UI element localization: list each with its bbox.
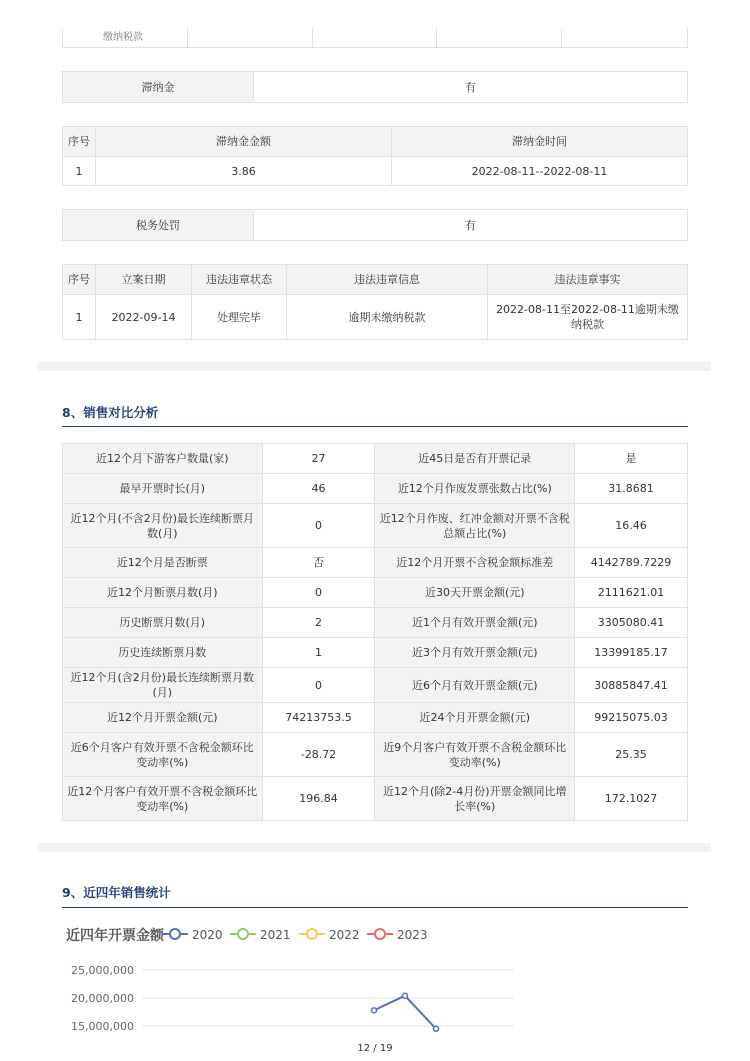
data-point [403,993,408,998]
table-row [63,703,688,733]
col-header: 立案日期 [96,265,192,295]
cell-no: 1 [63,157,96,186]
legend-marker [170,929,180,939]
penalty-label: 税务处罚 [63,210,254,241]
y-tick-label: 25,000,000 [71,964,134,977]
metric-label: 近45日是否有开票记录 [375,444,575,474]
data-point [434,1026,439,1031]
metric-label: 近12个月(除2-4月份)开票金额同比增长率(%) [375,777,575,821]
col-header: 序号 [63,265,96,295]
section-separator [38,843,711,852]
metric-value: -28.72 [262,733,375,777]
metric-value: 0 [262,668,375,703]
metric-value: 27 [262,444,375,474]
metric-value: 13399185.17 [575,638,688,668]
y-tick-label: 20,000,000 [71,992,134,1005]
metric-value: 74213753.5 [262,703,375,733]
legend-marker [307,929,317,939]
table-row [63,733,688,777]
cell-period: 2022-08-11--2022-08-11 [392,157,688,186]
metric-label: 近12个月下游客户数量(家) [63,444,263,474]
legend-marker [375,929,385,939]
metric-value: 31.8681 [575,474,688,504]
late-fee-value: 有 [254,72,688,103]
late-fee-table [62,126,688,186]
metric-label: 历史断票月数(月) [63,608,263,638]
metric-label: 近3个月有效开票金额(元) [375,638,575,668]
fragment-cell [437,28,562,48]
page-number: 12 / 19 [357,1043,393,1054]
metric-label: 近12个月是否断票 [63,548,263,578]
metric-value: 172.1027 [575,777,688,821]
legend-label: 2021 [260,928,291,942]
metric-value: 1 [262,638,375,668]
penalty-table [62,264,688,340]
late-fee-summary [62,71,688,103]
cell-info: 逾期未缴纳税款 [287,295,488,340]
sales-analysis-table [62,443,688,821]
metric-value: 否 [262,548,375,578]
fragment-cell [562,28,688,48]
col-header: 违法违章事实 [488,265,688,295]
y-tick-label: 15,000,000 [71,1020,134,1033]
table-row [63,608,688,638]
metric-label: 近12个月断票月数(月) [63,578,263,608]
legend-marker [238,929,248,939]
fragment-cell [187,28,312,48]
late-fee-label: 滞纳金 [63,72,254,103]
section-underline [62,426,688,427]
fragment-cell: 缴纳税款 [63,28,188,48]
metric-label: 近12个月开票金额(元) [63,703,263,733]
metric-label: 近6个月客户有效开票不含税金额环比变动率(%) [63,733,263,777]
cell-amount: 3.86 [96,157,392,186]
metric-label: 近30天开票金额(元) [375,578,575,608]
table-row [63,548,688,578]
metric-value: 是 [575,444,688,474]
metric-value: 99215075.03 [575,703,688,733]
penalty-summary [62,209,688,241]
table-row [63,474,688,504]
chart-grid [71,964,514,1033]
metric-label: 近12个月作废、红冲金额对开票不含税总额占比(%) [375,504,575,548]
col-header: 滞纳金时间 [392,127,688,157]
table-row [63,777,688,821]
metric-value: 2111621.01 [575,578,688,608]
legend-item [367,928,428,942]
metric-label: 近12个月(不含2月份)最长连续断票月数(月) [63,504,263,548]
cell-date: 2022-09-14 [96,295,192,340]
col-header: 违法违章状态 [192,265,287,295]
table-row [63,578,688,608]
metric-label: 近9个月客户有效开票不含税金额环比变动率(%) [375,733,575,777]
metric-label: 近12个月(含2月份)最长连续断票月数(月) [63,668,263,703]
cell-no: 1 [63,295,96,340]
penalty-value: 有 [254,210,688,241]
sales-chart [62,918,562,1033]
legend-label: 2023 [397,928,428,942]
legend-item [230,928,291,942]
fragment-cell [312,28,437,48]
chart-legend [162,928,428,942]
table-row [63,157,688,186]
metric-label: 近1个月有效开票金额(元) [375,608,575,638]
metric-value: 2 [262,608,375,638]
metric-value: 0 [262,504,375,548]
metric-value: 46 [262,474,375,504]
metric-value: 16.46 [575,504,688,548]
legend-label: 2020 [192,928,223,942]
previous-table-fragment [62,28,688,48]
metric-label: 近12个月开票不含税金额标准差 [375,548,575,578]
metric-label: 历史连续断票月数 [63,638,263,668]
metric-value: 4142789.7229 [575,548,688,578]
metric-label: 最早开票时长(月) [63,474,263,504]
metric-label: 近6个月有效开票金额(元) [375,668,575,703]
metric-value: 0 [262,578,375,608]
col-header: 滞纳金金额 [96,127,392,157]
metric-label: 近12个月客户有效开票不含税金额环比变动率(%) [63,777,263,821]
metric-label: 近24个月开票金额(元) [375,703,575,733]
table-row [63,504,688,548]
col-header: 违法违章信息 [287,265,488,295]
table-row [63,638,688,668]
section-separator [38,362,711,371]
legend-label: 2022 [329,928,360,942]
cell-fact: 2022-08-11至2022-08-11逾期未缴纳税款 [488,295,688,340]
section-title: 8、销售对比分析 [62,405,159,420]
section-title: 9、近四年销售统计 [62,885,171,900]
section-underline [62,907,688,908]
table-row [63,668,688,703]
legend-item [162,928,223,942]
chart-title: 近四年开票金额 [66,928,164,944]
metric-value: 25.35 [575,733,688,777]
metric-label: 近12个月作废发票张数占比(%) [375,474,575,504]
col-header: 序号 [63,127,96,157]
table-row [63,444,688,474]
metric-value: 196.84 [262,777,375,821]
data-point [372,1008,377,1013]
table-row [63,295,688,340]
metric-value: 3305080.41 [575,608,688,638]
series-line [374,996,436,1029]
chart-canvas [62,918,562,1033]
legend-item [299,928,360,942]
metric-value: 30885847.41 [575,668,688,703]
cell-status: 处理完毕 [192,295,287,340]
